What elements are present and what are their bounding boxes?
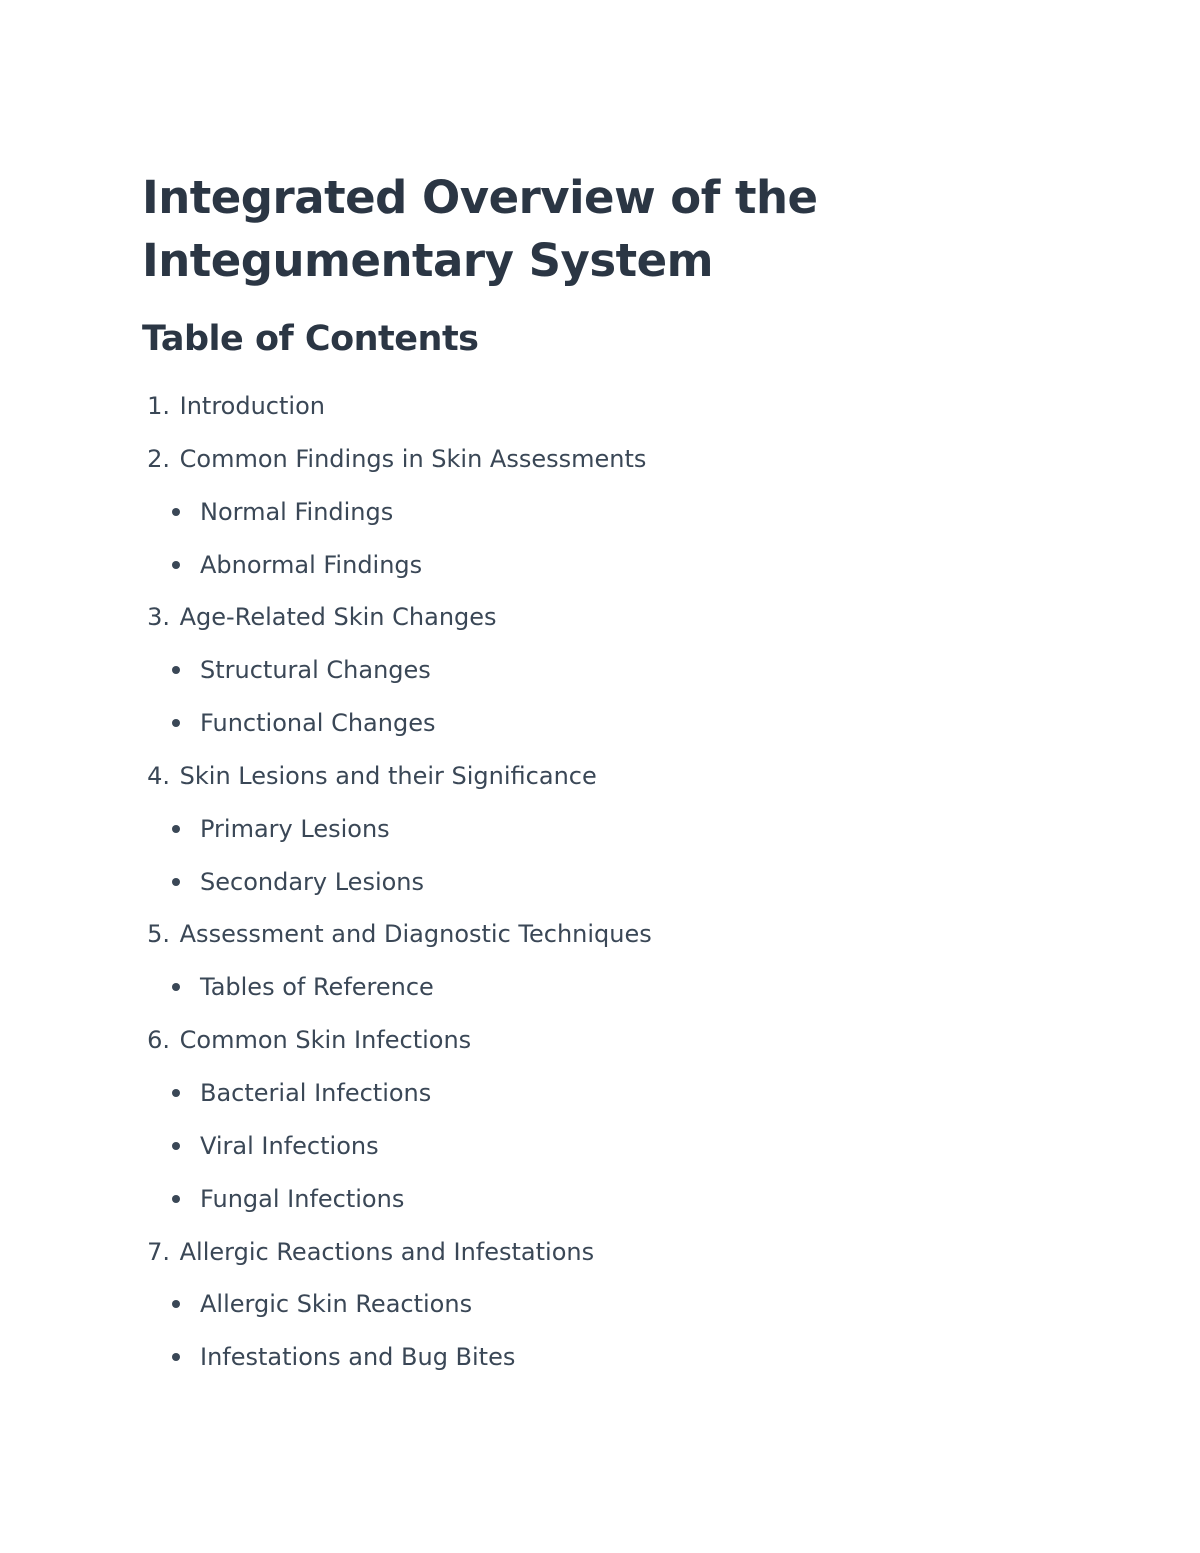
toc-item-allergic-reactions[interactable]	[0, 1226, 1200, 1279]
toc-subitem-label: Functional Changes	[200, 709, 436, 738]
toc-item-number: 1.	[147, 392, 170, 420]
toc-item-label: Common Skin Infections	[179, 1026, 472, 1055]
document-title: Integrated Overview of the Integumentary System	[142, 171, 818, 287]
bullet-icon	[172, 1089, 180, 1097]
toc-subitem-label: Viral Infections	[200, 1131, 379, 1160]
toc-item-label: Common Findings in Skin Assessments	[179, 444, 647, 473]
bullet-icon	[172, 1195, 180, 1203]
toc-item-age-related-changes[interactable]	[0, 591, 1200, 644]
bullet-icon	[172, 825, 180, 833]
toc-item-assessment-techniques[interactable]	[0, 908, 1200, 961]
toc-subitem-label: Primary Lesions	[200, 814, 390, 843]
toc-subitem-tables-of-reference[interactable]	[0, 961, 1200, 1014]
toc-subitem-abnormal-findings[interactable]	[0, 539, 1200, 592]
toc-item-number: 5.	[147, 920, 170, 949]
toc-subitem-functional-changes[interactable]	[0, 697, 1200, 750]
bullet-icon	[172, 878, 180, 886]
toc-item-skin-infections[interactable]	[0, 1014, 1200, 1067]
toc-subitem-structural-changes[interactable]	[0, 644, 1200, 697]
bullet-icon	[172, 666, 180, 674]
toc-subitem-viral-infections[interactable]	[0, 1120, 1200, 1173]
toc-subitem-label: Secondary Lesions	[200, 867, 425, 896]
toc-item-label: Allergic Reactions and Infestations	[179, 1237, 595, 1266]
toc-subitem-label: Structural Changes	[200, 656, 431, 685]
toc-subitem-bacterial-infections[interactable]	[0, 1067, 1200, 1120]
toc-subitem-allergic-skin-reactions[interactable]	[0, 1278, 1200, 1331]
toc-subitem-label: Allergic Skin Reactions	[200, 1290, 473, 1319]
toc-item-label: Assessment and Diagnostic Techniques	[179, 920, 652, 949]
bullet-icon	[172, 1353, 180, 1361]
toc-item-skin-lesions[interactable]	[0, 750, 1200, 803]
toc-heading: Table of Contents	[142, 319, 479, 359]
bullet-icon	[172, 1142, 180, 1150]
toc-subitem-label: Abnormal Findings	[200, 550, 423, 579]
table-of-contents	[0, 380, 1200, 1384]
toc-item-common-findings[interactable]	[0, 433, 1200, 486]
bullet-icon	[172, 1300, 180, 1308]
toc-item-label: Age-Related Skin Changes	[179, 603, 497, 632]
toc-item-number: 2.	[147, 444, 170, 473]
bullet-icon	[172, 983, 180, 991]
toc-subitem-fungal-infections[interactable]	[0, 1173, 1200, 1226]
toc-subitem-infestations-bug-bites[interactable]	[0, 1331, 1200, 1384]
toc-subitem-secondary-lesions[interactable]	[0, 856, 1200, 909]
toc-subitem-label: Infestations and Bug Bites	[200, 1343, 516, 1372]
toc-item-label: Introduction	[179, 392, 325, 420]
toc-subitem-primary-lesions[interactable]	[0, 803, 1200, 856]
toc-item-number: 7.	[147, 1237, 170, 1266]
toc-item-number: 3.	[147, 603, 170, 632]
toc-subitem-label: Bacterial Infections	[200, 1078, 432, 1107]
toc-subitem-normal-findings[interactable]	[0, 486, 1200, 539]
toc-item-number: 6.	[147, 1026, 170, 1055]
bullet-icon	[172, 508, 180, 516]
toc-item-label: Skin Lesions and their Significance	[179, 761, 597, 790]
toc-subitem-label: Normal Findings	[200, 497, 394, 526]
bullet-icon	[172, 719, 180, 727]
toc-subitem-label: Fungal Infections	[200, 1184, 405, 1213]
toc-item-number: 4.	[147, 761, 170, 790]
bullet-icon	[172, 561, 180, 569]
toc-subitem-label: Tables of Reference	[200, 973, 434, 1002]
toc-item-introduction[interactable]	[0, 380, 1200, 433]
